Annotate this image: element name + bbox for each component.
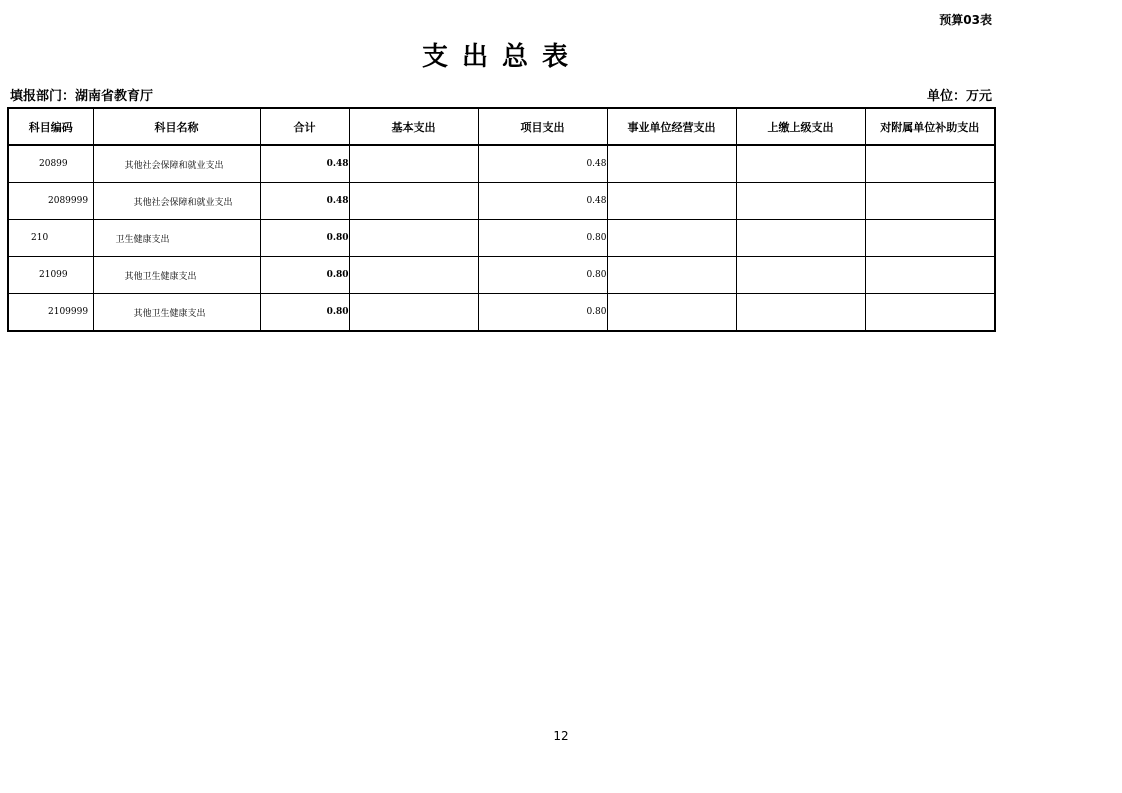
cell-business — [607, 145, 736, 183]
cell-upper — [736, 257, 865, 294]
cell-total: 0.48 — [260, 183, 349, 220]
column-header: 事业单位经营支出 — [607, 108, 736, 145]
cell-subsidiary — [865, 183, 995, 220]
cell-subsidiary — [865, 294, 995, 332]
cell-name: 其他社会保障和就业支出 — [93, 145, 260, 183]
cell-name: 卫生健康支出 — [93, 220, 260, 257]
cell-code: 20899 — [8, 145, 93, 183]
cell-total: 0.80 — [260, 294, 349, 332]
cell-upper — [736, 294, 865, 332]
cell-project: 0.48 — [478, 183, 607, 220]
page-title: 支出总表 — [421, 42, 582, 72]
table-header-row — [8, 108, 995, 145]
cell-basic — [349, 220, 478, 257]
cell-total: 0.80 — [260, 220, 349, 257]
cell-business — [607, 183, 736, 220]
cell-code: 210 — [8, 220, 93, 257]
column-header: 科目名称 — [93, 108, 260, 145]
cell-subsidiary — [865, 220, 995, 257]
cell-code: 2089999 — [8, 183, 93, 220]
cell-total: 0.80 — [260, 257, 349, 294]
cell-project: 0.80 — [478, 294, 607, 332]
column-header: 基本支出 — [349, 108, 478, 145]
cell-subsidiary — [865, 145, 995, 183]
table-row — [8, 183, 995, 220]
page-number: 12 — [553, 729, 569, 743]
column-header: 项目支出 — [478, 108, 607, 145]
cell-name: 其他卫生健康支出 — [93, 294, 260, 332]
cell-basic — [349, 294, 478, 332]
cell-business — [607, 257, 736, 294]
cell-basic — [349, 183, 478, 220]
cell-code: 2109999 — [8, 294, 93, 332]
cell-upper — [736, 183, 865, 220]
cell-total: 0.48 — [260, 145, 349, 183]
unit-label: 单位：万元 — [926, 89, 992, 104]
form-code: 预算03表 — [939, 13, 992, 27]
column-header: 对附属单位补助支出 — [865, 108, 995, 145]
cell-upper — [736, 145, 865, 183]
cell-name: 其他卫生健康支出 — [93, 257, 260, 294]
column-header: 上缴上级支出 — [736, 108, 865, 145]
department-label: 填报部门：湖南省教育厅 — [10, 89, 154, 104]
table-row — [8, 257, 995, 294]
cell-project: 0.80 — [478, 257, 607, 294]
cell-name: 其他社会保障和就业支出 — [93, 183, 260, 220]
cell-subsidiary — [865, 257, 995, 294]
table-row — [8, 294, 995, 332]
table-row — [8, 145, 995, 183]
column-header: 合计 — [260, 108, 349, 145]
cell-project: 0.80 — [478, 220, 607, 257]
column-header: 科目编码 — [8, 108, 93, 145]
cell-basic — [349, 257, 478, 294]
cell-upper — [736, 220, 865, 257]
cell-project: 0.48 — [478, 145, 607, 183]
expenditure-table — [7, 107, 996, 332]
cell-basic — [349, 145, 478, 183]
cell-business — [607, 220, 736, 257]
cell-code: 21099 — [8, 257, 93, 294]
table-row — [8, 220, 995, 257]
cell-business — [607, 294, 736, 332]
